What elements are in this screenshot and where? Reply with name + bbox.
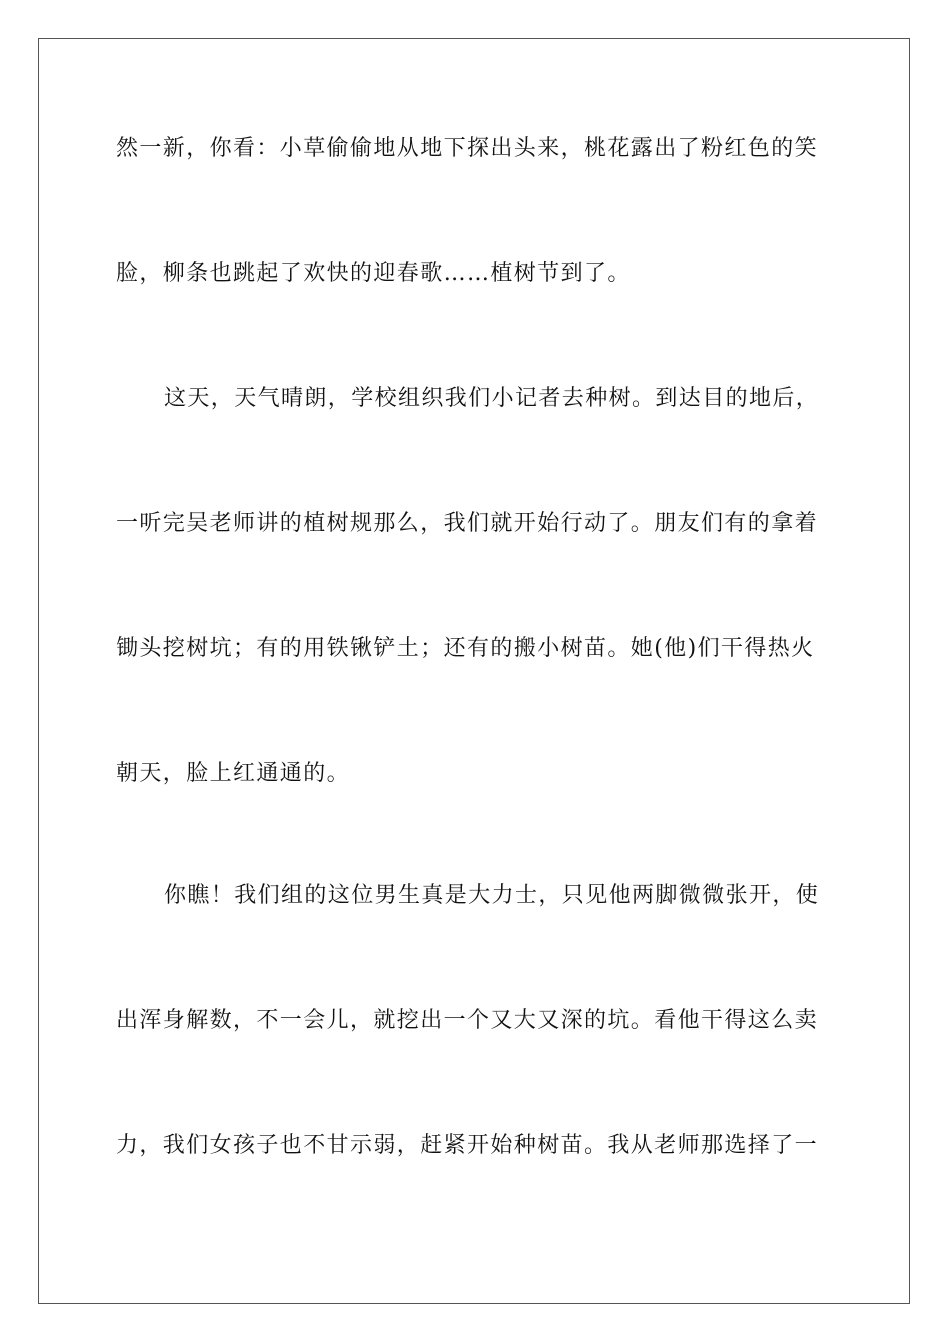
paragraph-start-line: 这天，天气晴朗，学校组织我们小记者去种树。到达目的地后， (164, 386, 820, 411)
text-line: 锄头挖树坑；有的用铁锹铲土；还有的搬小树苗。她(他)们干得热火 (116, 636, 815, 661)
text-line: 出浑身解数，不一会儿，就挖出一个又大又深的坑。看他干得这么卖 (116, 1008, 819, 1033)
page-border (38, 38, 910, 1304)
text-line: 一听完吴老师讲的植树规那么，我们就开始行动了。朋友们有的拿着 (116, 511, 819, 536)
text-line: 脸，柳条也跳起了欢快的迎春歌……植树节到了。 (116, 261, 631, 286)
text-line: 力，我们女孩子也不甘示弱，赶紧开始种树苗。我从老师那选择了一 (116, 1133, 819, 1158)
paragraph-start-line: 你瞧！我们组的这位男生真是大力士，只见他两脚微微张开，使 (164, 883, 820, 908)
text-line: 然一新，你看：小草偷偷地从地下探出头来，桃花露出了粉红色的笑 (116, 136, 819, 161)
text-line: 朝天，脸上红通通的。 (116, 761, 351, 786)
